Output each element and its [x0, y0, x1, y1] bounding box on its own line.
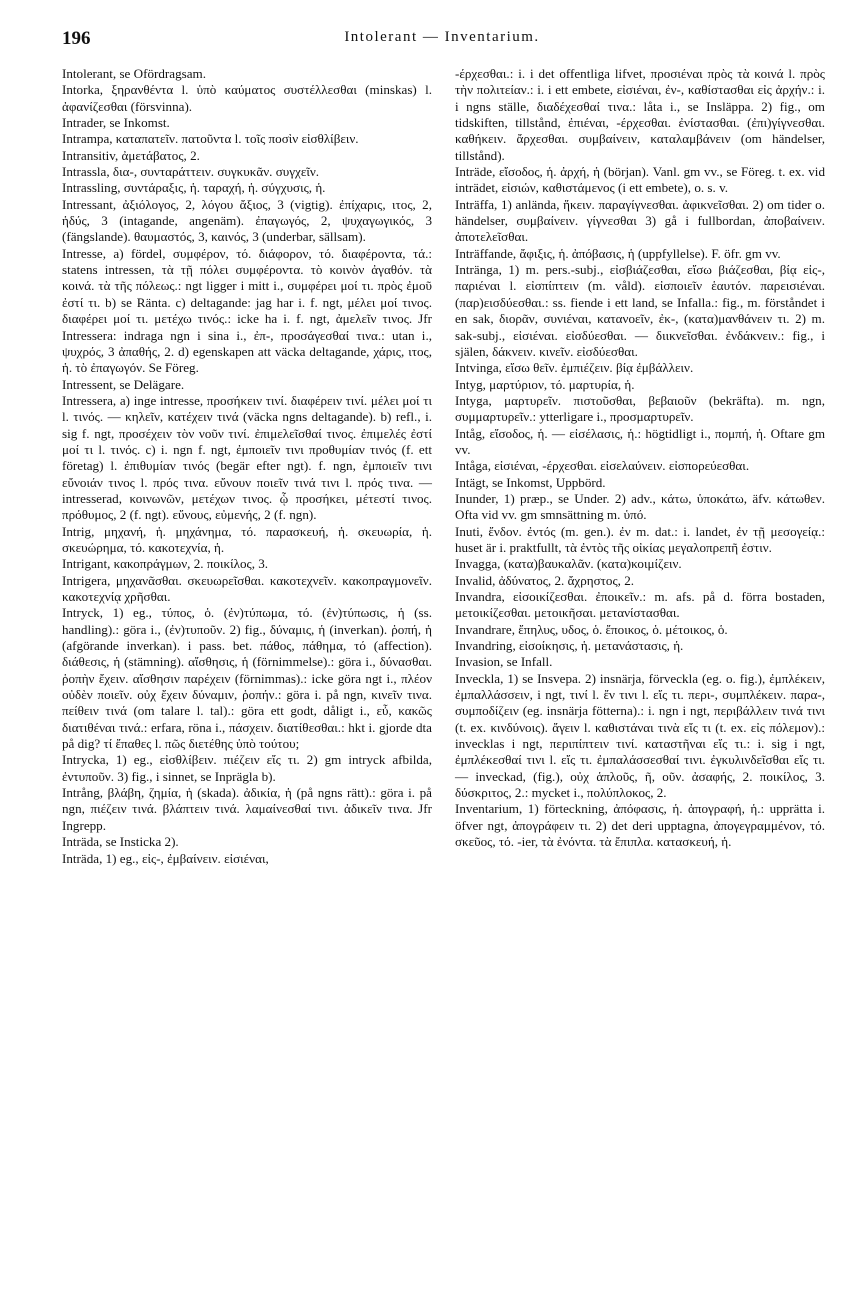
page-number: 196: [62, 28, 91, 49]
dictionary-entry: Intrycka, 1) eg., εἰσθλίβειν. πιέζειν εἴς τι. 2) gm intryck afbilda, ἐντυποῦν. 3) fig., i sinnet, se Inprägla b).: [62, 752, 432, 784]
dictionary-entry: Inveckla, 1) se Insvepa. 2) insnärja, förveckla (eg. o. fig.), ἐμπλέκειν, ἐμπαλλάσσειν, i ngt, τινί l. ἔν τινι l. εἴς τι. περι-, συμπλέκειν. παρα-, συμποδίζειν (eg. insnärja fötterna).: i. ngn i ngt, περιβάλλειν τινά τινι (t. ex. κινδύνοις). ἄγειν l. καθιστάναι τινὰ εἴς τι (t. ex. εἰς πόλεμον).: invecklas i ngt, περιπίπτειν τινί. καταστῆναι εἴς τι.: i. sig i ngt, ἐμπλέκεσθαί τινι l. εἴς τι. ἐμπαλάσσεσθαί τινι. ἐγκυλινδεῖσθαι εἴς τι. — inveckad, (fig.), οὐχ ἁπλοῦς, ῆ, οῦν. ἀσαφής, 2. ποικίλος, 3. δύσκριτος, 2.: mycket i., πολύπλοκος, 2.: [455, 670, 825, 801]
dictionary-entry: Invagga, (κατα)βαυκαλᾶν. (κατα)κοιμίζειν.: [455, 556, 682, 572]
dictionary-entry: Intressant, ἀξιόλογος, 2, λόγου ἄξιος, 3 (vigtig). ἐπίχαρις, ιτος, 2, ἡδύς, 3 (intagande, angenäm). ἐπαγωγός, 2, ψυχαγωγικός, 3 (fängslande). θαυμαστός, 3, καινός, 3 (underbar, sällsam).: [62, 196, 432, 245]
dictionary-entry: Intrig, μηχανή, ἡ. μηχάνημα, τό. παρασκευή, ἡ. σκευωρία, ἡ. σκευώρημα, τό. κακοτεχνία, ἡ.: [62, 523, 432, 555]
left-column: [62, 66, 432, 867]
dictionary-entry: Invasion, se Infall.: [455, 654, 553, 670]
dictionary-entry: Inuti, ἔνδον. ἐντός (m. gen.). ἐν m. dat.: i. landet, ἐν τῇ μεσογείᾳ.: huset är i. praktfullt, τὰ ἐντὸς τῆς οἰκίας μεγαλοπρεπῆ ἐστιν.: [455, 523, 825, 555]
dictionary-entry: Inträffande, ἄφιξις, ἡ. ἀπόβασις, ἡ (uppfyllelse). F. öfr. gm vv.: [455, 245, 781, 261]
dictionary-entry: Inunder, 1) præp., se Under. 2) adv., κάτω, ὑποκάτω, äfv. κάτωθεν. Ofta vid vv. gm smnsättning m. ὑπό.: [455, 490, 825, 523]
dictionary-entry: Intresse, a) fördel, συμφέρον, τό. διάφορον, τό. διαφέροντα, τά.: statens intressen, τὰ τῇ πόλει συμφέροντα. τὸ κοινὸν ἀγαθόν. τὰ κοινά. τὰ τῆς πόλεως.: ngt ligger i mitt i., συμφέρει μοί τι. πρὸς ἐμοῦ ἐστί τι. b) se Ränta. c) deltagande: jag har i. f. ngt, μέλει μοί τινος. διαφέρει μοί τι. μετέχω τινός.: icke ha i. f. ngt, ἀμελεῖν τινος. Jfr Intressera: indraga ngn i sina i., ἐπ-, προσάγεσθαί τινα.: utan i., ψυχρός, 3 ἀπαθής, 2. d) egenskapen att väcka deltagande, χάρις, ιτος, ἡ. τὸ ἐπαγωγόν. Se Föreg.: [62, 245, 432, 376]
dictionary-entry: Inträda, se Insticka 2).: [62, 834, 179, 850]
page-header: [62, 28, 822, 54]
dictionary-entry: Intransitiv, ἀμετάβατος, 2.: [62, 147, 200, 163]
dictionary-entry: Intåg, εἴσοδος, ἡ. — εἰσέλασις, ἡ.: högtidligt i., πομπή, ἡ. Oftare gm vv.: [455, 425, 825, 457]
dictionary-entry: Invandring, εἰσοίκησις, ἡ. μετανάστασις, ἡ.: [455, 638, 684, 654]
dictionary-entry: Intrampa, καταπατεῖν. πατοῦντα l. τοῖς ποσὶν εἰσθλίβειν.: [62, 131, 359, 147]
dictionary-entry: Inträda, 1) eg., εἰς-, ἐμβαίνειν. εἰσιέναι,: [62, 850, 269, 866]
dictionary-entry: Intolerant, se Ofördragsam.: [62, 66, 206, 81]
dictionary-entry: Intressera, a) inge intresse, προσήκειν τινί. διαφέρειν τινί. μέλει μοί τι l. τινός. — κηλεῖν, κατέχειν τινά (väcka ngns deltagande). b) refl., i. sig f. ngt, προσέχειν τὸν νοῦν τινί. ἐπιμελεῖσθαί τινος. ἐπιμελές ἐστί μοί τι l. τινός. c) i. ngn f. ngt, ἐμποιεῖν τινι προθυμίαν τινός (f. ett företag) l. ἐπιθυμίαν τινός (begär efter ngt). f. ngn, ἐμποιεῖν τινι εὔνοιάν τινος l. πρός τινα. εὔνουν ποιεῖν τινά τινι l. πρός τινα. — intresserad, κοινωνῶν, μετέχων τινος. ᾧ προσήκει, μέτεστί τινος. πρόθυμος, 2 (f. ngt). εὔνους, εὐμενής, 2 (f. ngn).: [62, 392, 432, 523]
dictionary-entry: Intrigera, μηχανᾶσθαι. σκευωρεῖσθαι. κακοτεχνεῖν. κακοπραγμονεῖν. κακοτεχνίᾳ χρῆσθαι.: [62, 572, 432, 604]
dictionary-entry: Intrassla, δια-, συνταράττειν. συγκυκᾶν. συγχεῖν.: [62, 164, 320, 180]
dictionary-entry: Inträde, εἴσοδος, ἡ. ἀρχή, ἡ (början). Vanl. gm vv., se Föreg. t. ex. vid inträdet, εἰσιών, καθιστάμενος (i ett embete), o. s. v.: [455, 164, 825, 196]
dictionary-entry: Invandra, εἰσοικίζεσθαι. ἐποικεῖν.: m. afs. på d. förra bostaden, μετοικίζεσθαι. μετοικῆσαι. μετανίστασθαι.: [455, 589, 825, 621]
running-head: Intolerant — Inventarium.: [344, 29, 540, 45]
dictionary-entry: Inventarium, 1) förteckning, ἀπόφασις, ἡ. ἀπογραφή, ἡ.: upprätta i. öfver ngt, ἀπογράφειν τι. 2) det deri upptagna, ἀπογεγραμμένον, τό. σκεῦος, τό. -ier, τὰ ἐνόντα. τὰ ἔπιπλα. κατασκευή, ἡ.: [455, 801, 825, 850]
dictionary-entry: Intyga, μαρτυρεῖν. πιστοῦσθαι, βεβαιοῦν (bekräfta). m. ngn, συμμαρτυρεῖν.: ytterligare i., προσμαρτυρεῖν.: [455, 392, 825, 425]
dictionary-entry: Invalid, ἀδύνατος, 2. ἄχρηστος, 2.: [455, 572, 635, 588]
dictionary-entry: Intyg, μαρτύριον, τό. μαρτυρία, ἡ.: [455, 376, 635, 392]
dictionary-entry: Intryck, 1) eg., τύπος, ὁ. (ἐν)τύπωμα, τό. (ἐν)τύπωσις, ἡ (ss. handling).: göra i., (ἐν)τυποῦν. 2) fig., δύναμις, ἡ (inverkan). ῥοπή, ἡ (afgörande inverkan). i pass. bet. πάθος, πάθημα, τό (affection). διάθεσις, ἡ (stämning). αἴσθησις, ἡ (förnimmelse).: göra i., δύνασθαι. ῥοπὴν ἔχειν. αἴσθησιν παρέχειν (förnimmas).: icke göra ngt i., πλέον οὐδὲν ποιεῖν. οὐχ ἔχειν δύναμιν, ῥοπήν.: göra i. på ngn, κινεῖν τινα. πείθειν τινά (om talare l. tal).: göra ett godt, dåligt i., εὖ, κακῶς διατιθέναι τινά.: erfara, röna i., πάσχειν. διατίθεσθαι.: hkt i. gjorde dta på dig? τί ἔπαθες l. πῶς διετέθης ὑπὸ τούτου;: [62, 605, 432, 752]
dictionary-entry: Intägt, se Inkomst, Uppbörd.: [455, 474, 606, 490]
dictionary-entry: Intvinga, εἴσω θεῖν. ἐμπιέζειν. βίᾳ ἐμβάλλειν.: [455, 360, 694, 376]
dictionary-entry: Intorka, ξηρανθέντα l. ὑπὸ καύματος συστέλλεσθαι (minskas) l. ἀφανίζεσθαι (försvinna).: [62, 82, 432, 114]
dictionary-entry: Intåga, εἰσιέναι, -έρχεσθαι. εἰσελαύνειν. εἰσπορεύεσθαι.: [455, 458, 750, 474]
dictionary-entry: Intrader, se Inkomst.: [62, 115, 170, 131]
dictionary-entry: Intränga, 1) m. pers.-subj., εἰσβιάζεσθαι, εἴσω βιάζεσθαι, βίᾳ εἰς-, παριέναι l. εἰσπίπτειν (m. våld). εἰσποιεῖν ἑαυτόν. παρεισιέναι. (παρ)εισδύεσθαι.: ss. fiende i ett land, se Infalla.: fig., m. förståndet i en sak, διορᾶν, συνιέναι, κατανοεῖν, ἐκ-, (κατα)μανθάνειν τι. 2) m. sak-subj., εἰσιέναι. εἰσδύεσθαι. — διικνεῖσθαι. ἐνδάκνειν.: fig., i själen, δάκνειν. κινεῖν. εἰσδύεσθαι.: [455, 262, 825, 359]
dictionary-entry: Intrigant, κακοπράγμων, 2. ποικίλος, 3.: [62, 556, 269, 572]
dictionary-entry: Inträffa, 1) anlända, ἥκειν. παραγίγνεσθαι. ἀφικνεῖσθαι. 2) om tider o. händelser, συμβαίνειν. γίγνεσθαι 3) gå i fullbordan, ἀποβαίνειν. ἀποτελεῖσθαι.: [455, 196, 825, 245]
dictionary-entry: Invandrare, ἔπηλυς, υδος, ὁ. ἔποικος, ὁ. μέτοικος, ὁ.: [455, 621, 728, 637]
dictionary-entry: Intressent, se Delägare.: [62, 376, 185, 392]
right-column: [455, 66, 825, 851]
dictionary-entry: -έρχεσθαι.: i. i det offentliga lifvet, προσιέναι πρὸς τὰ κοινά l. πρὸς τὴν πολιτείαν.: i. i ett embete, εἰσιέναι, ἐν-, καθίστασθαι εἰς ἀρχήν.: i. i ngns ställe, διαδέχεσθαί τινα.: låta i., se Insläppa. 2) fig., om tidskiften, tillstånd, ἐπιέναι, -έρχεσθαι. ἐνίστασθαι. (ἐπι)γίγνεσθαι. καθήκειν. ἄρχεσθαι. συμβαίνειν, καταλαμβάνειν (om händelser, tillstånd).: [455, 66, 825, 163]
dictionary-entry: Intrassling, συντάραξις, ἡ. ταραχή, ἡ. σύγχυσις, ἡ.: [62, 180, 326, 196]
dictionary-entry: Intrång, βλάβη, ζημία, ἡ (skada). ἀδικία, ἡ (på ngns rätt).: göra i. på ngn, πιέζειν τινά. βλάπτειν τινά. λαμαίνεσθαί τινι. ἀδικεῖν τινα. Jfr Ingrepp.: [62, 785, 432, 833]
